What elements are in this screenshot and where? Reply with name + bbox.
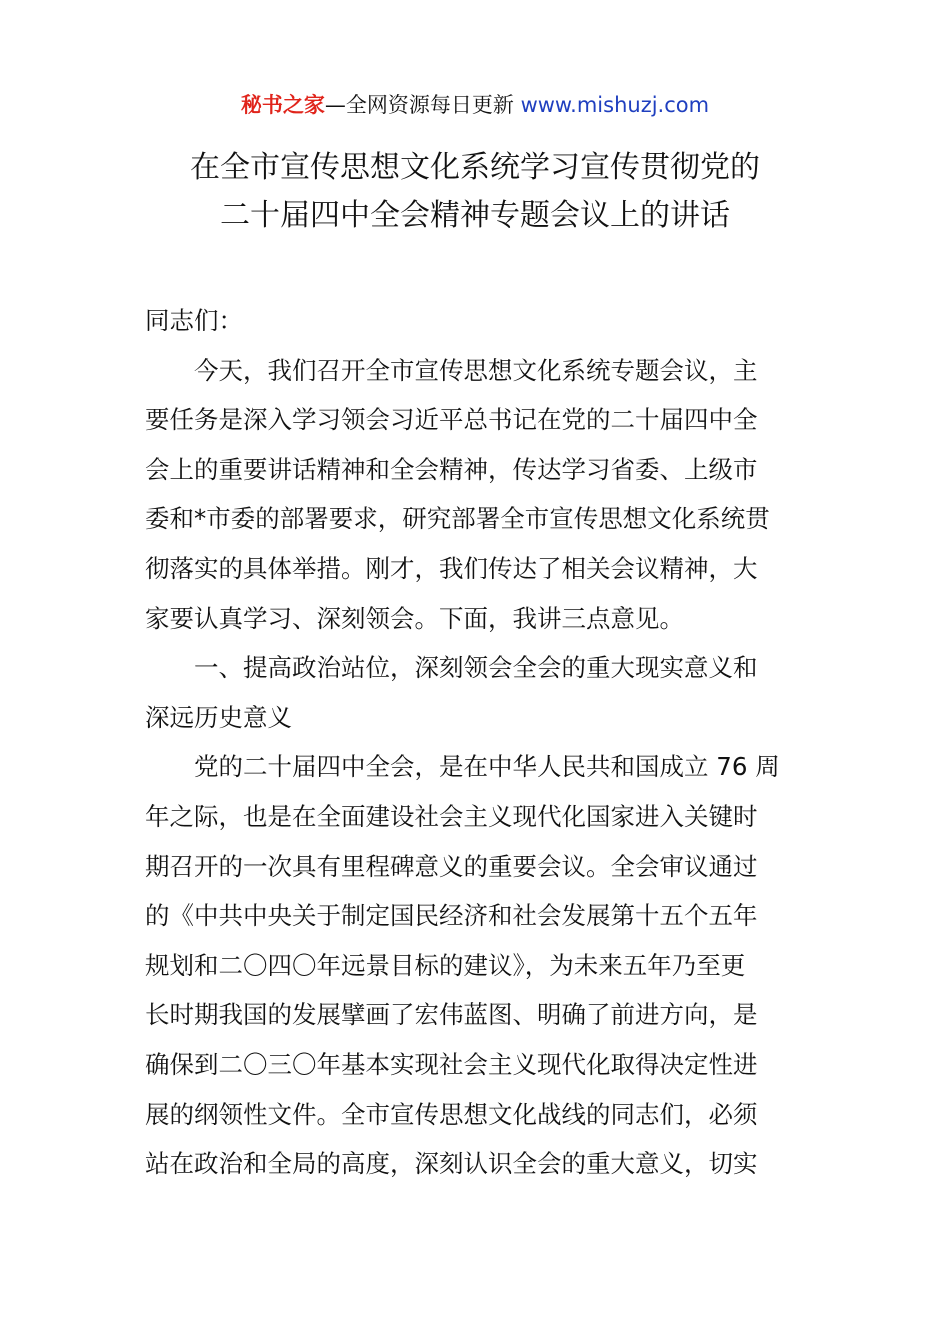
salutation: 同志们： (145, 306, 243, 335)
paragraph-line: 会上的重要讲话精神和全会精神，传达学习省委、上级市 (145, 454, 758, 484)
section-heading-line: 一、提高政治站位，深刻领会全会的重大现实意义和 (194, 653, 758, 683)
paragraph-line: 党的二十届四中全会，是在中华人民共和国成立 76 周 (194, 752, 780, 782)
paragraph-line: 委和*市委的部署要求，研究部署全市宣传思想文化系统贯 (145, 504, 770, 534)
brand-name: 秘书之家 (240, 93, 325, 117)
paragraph-line: 长时期我国的发展擘画了宏伟蓝图、明确了前进方向，是 (145, 1000, 758, 1030)
document-body (145, 296, 810, 1189)
paragraph-line: 今天，我们召开全市宣传思想文化系统专题会议，主 (194, 355, 758, 385)
document-header (0, 88, 950, 122)
paragraph-line: 确保到二〇三〇年基本实现社会主义现代化取得决定性进 (145, 1049, 758, 1079)
paragraph-line: 展的纲领性文件。全市宣传思想文化战线的同志们，必须 (145, 1099, 758, 1129)
paragraph-line: 期召开的一次具有里程碑意义的重要会议。全会审议通过 (145, 851, 758, 881)
title-line-2: 二十届四中全会精神专题会议上的讲话 (220, 198, 730, 233)
section-heading-line: 深远历史意义 (145, 702, 292, 732)
document-title (0, 144, 950, 240)
paragraph-line: 站在政治和全局的高度，深刻认识全会的重大意义，切实 (145, 1149, 758, 1179)
paragraph-line: 规划和二〇四〇年远景目标的建议》，为未来五年乃至更 (145, 950, 746, 980)
paragraph-line: 家要认真学习、深刻领会。下面，我讲三点意见。 (145, 603, 684, 633)
paragraph-line: 要任务是深入学习领会习近平总书记在党的二十届四中全 (145, 405, 758, 435)
site-url[interactable]: www.mishuzj.com (520, 93, 710, 117)
title-line-1: 在全市宣传思想文化系统学习宣传贯彻党的 (190, 150, 760, 185)
header-tagline: —全网资源每日更新 (324, 93, 521, 117)
paragraph-line: 年之际，也是在全面建设社会主义现代化国家进入关键时 (145, 801, 758, 831)
paragraph-line: 彻落实的具体举措。刚才，我们传达了相关会议精神，大 (145, 553, 758, 583)
paragraph-line: 的《中共中央关于制定国民经济和社会发展第十五个五年 (145, 901, 758, 931)
